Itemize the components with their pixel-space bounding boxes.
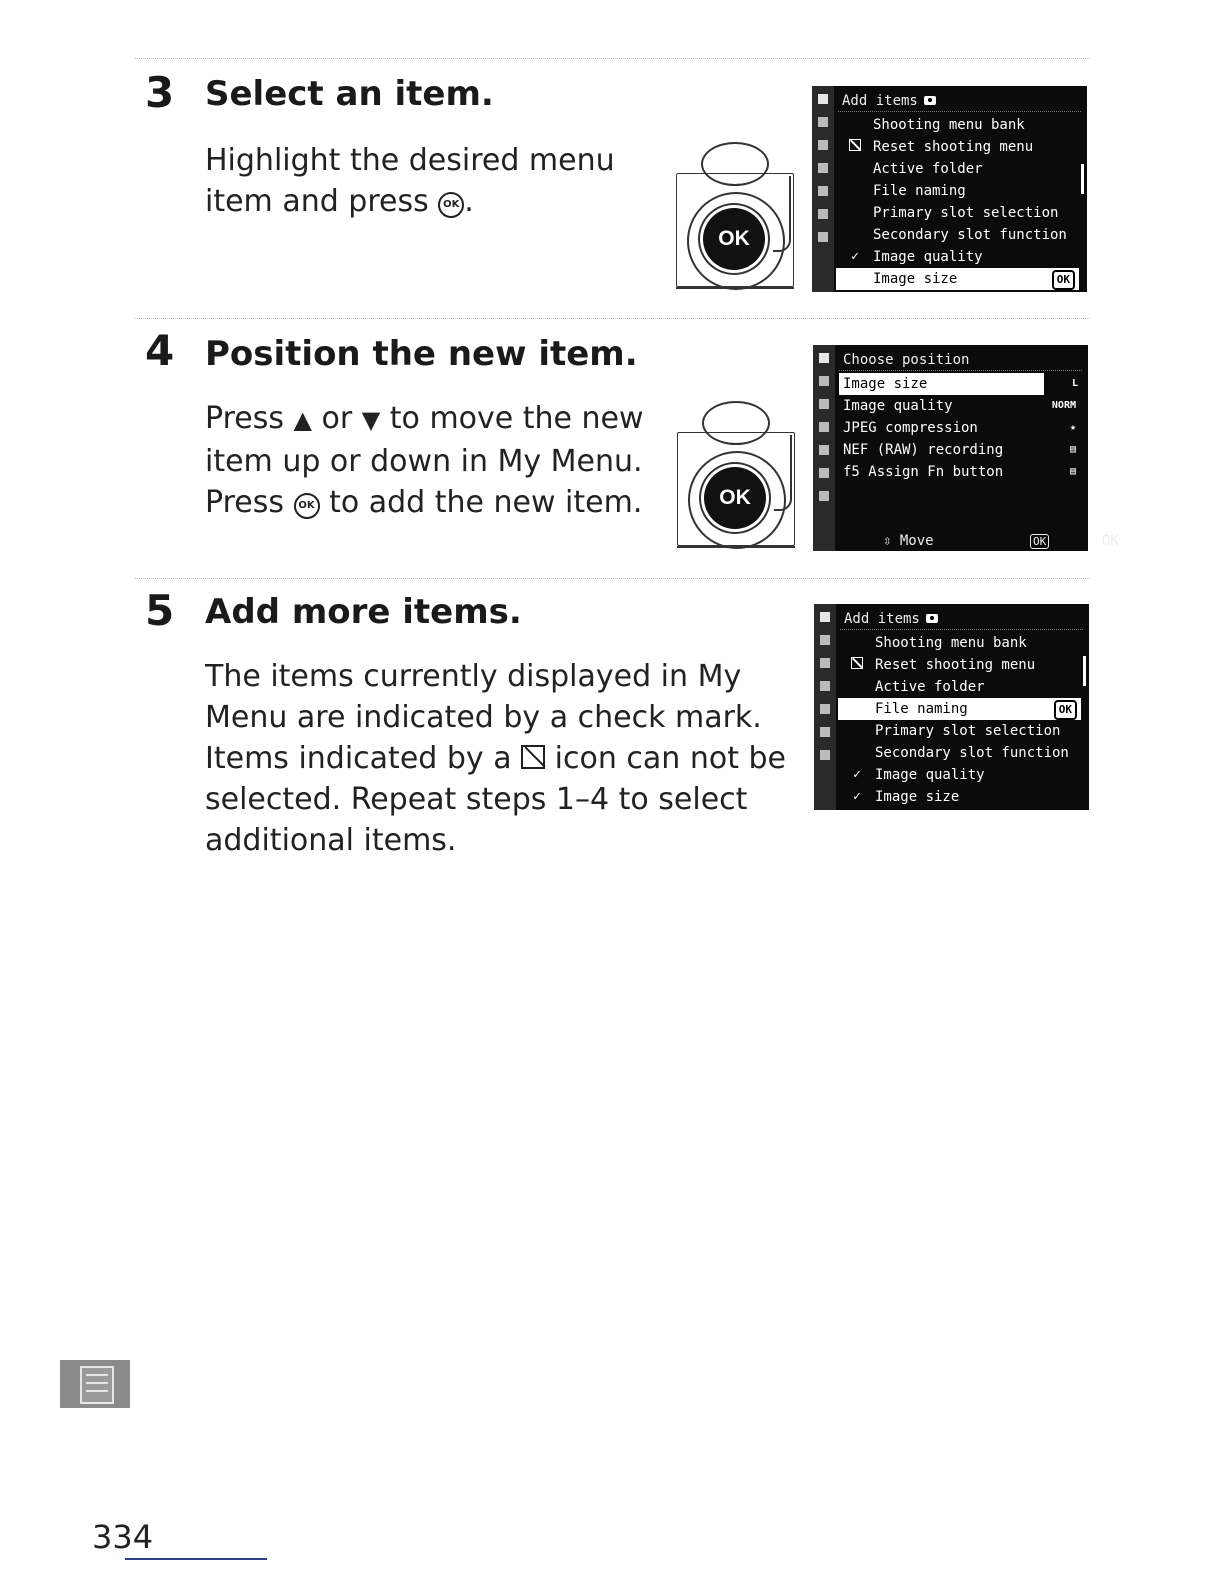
move-hint: ⇳ Move	[883, 533, 934, 549]
menu-item-selected[interactable]: File naming OK	[838, 698, 1081, 720]
menu-item[interactable]: File naming	[873, 183, 966, 199]
position-item[interactable]: Image quality NORM	[839, 395, 1084, 417]
image-quality-value: NORM	[1051, 400, 1076, 411]
body-line: item up or down in My Menu.	[205, 444, 643, 479]
ok-badge: OK	[1054, 700, 1077, 720]
menu-item[interactable]: Reset shooting menu	[836, 136, 1087, 158]
step-title: Select an item.	[205, 74, 494, 114]
top-divider	[135, 58, 1090, 59]
ok-button-icon: OK	[294, 493, 320, 519]
up-arrow-icon: ▲	[293, 406, 312, 434]
position-list	[839, 373, 1084, 483]
menu-tabs	[813, 345, 835, 551]
screen-title: Add items	[844, 608, 938, 630]
body-line: item and press OK .	[205, 184, 474, 219]
lock-icon	[521, 745, 545, 769]
menu-item[interactable]: Primary slot selection	[875, 723, 1061, 739]
jpeg-compression-icon: ★	[1069, 422, 1076, 433]
menu-item[interactable]: Active folder	[873, 161, 983, 177]
choose-position-screen	[813, 345, 1119, 551]
menu-tabs	[814, 604, 836, 810]
ok-button: OK	[703, 208, 765, 270]
step-number: 3	[145, 68, 175, 117]
menu-item[interactable]: Shooting menu bank	[873, 117, 1025, 133]
ok-button: OK	[704, 467, 766, 529]
menu-list	[836, 114, 1087, 290]
divider-step-4	[135, 318, 1090, 319]
menu-item[interactable]: ✓ Image size	[838, 786, 1089, 808]
ok-badge: OK	[1030, 534, 1049, 549]
step-number: 4	[145, 326, 175, 375]
menu-item[interactable]: Active folder	[875, 679, 985, 695]
body-line: The items currently displayed in My	[205, 659, 742, 694]
check-icon: ✓	[853, 767, 861, 782]
body-line: Press ▲ or ▼ to move the new	[205, 401, 644, 436]
menu-item[interactable]: ✓ Image quality	[838, 764, 1089, 786]
step-body	[205, 140, 615, 222]
body-line: Press OK to add the new item.	[205, 485, 643, 520]
position-item-selected[interactable]: Image size L	[839, 373, 1044, 395]
check-icon: ✓	[851, 249, 859, 264]
position-item[interactable]: NEF (RAW) recording ▤	[839, 439, 1084, 461]
multi-selector-ok-illustration	[677, 432, 795, 550]
image-size-icon: L	[1071, 378, 1078, 389]
ok-button-icon: OK	[438, 192, 464, 218]
menu-item[interactable]: Secondary slot function	[873, 227, 1067, 243]
screen-title: Add items	[842, 90, 936, 112]
body-line: Menu are indicated by a check mark.	[205, 700, 762, 735]
screen-title: Choose position	[843, 352, 970, 368]
menu-item[interactable]: Reset shooting menu	[838, 654, 1089, 676]
camera-icon	[926, 614, 938, 623]
body-line: selected. Repeat steps 1–4 to select	[205, 782, 748, 817]
menu-item[interactable]: ✓ Image quality	[836, 246, 1087, 268]
menu-item-selected[interactable]: Image size OK	[836, 268, 1079, 290]
menu-tabs	[812, 86, 834, 292]
step-title: Add more items.	[205, 592, 522, 632]
divider-step-5	[135, 578, 1090, 579]
check-icon: ✓	[853, 789, 861, 804]
page-number-rule	[125, 1558, 267, 1560]
menu-list	[838, 632, 1089, 808]
scrollbar[interactable]	[1083, 656, 1086, 686]
body-line: additional items.	[205, 823, 457, 858]
ok-hint: OK OK	[1030, 533, 1163, 549]
step-body	[205, 656, 786, 861]
position-item[interactable]: f5 Assign Fn button ▤	[839, 461, 1084, 483]
position-item[interactable]: JPEG compression ★	[839, 417, 1084, 439]
menu-guide-tab-icon	[60, 1360, 130, 1408]
lock-icon	[849, 139, 861, 151]
multi-selector-ok-illustration	[676, 173, 794, 291]
menu-icon: ▤	[1069, 444, 1076, 455]
ok-badge: OK	[1052, 270, 1075, 290]
lock-icon	[851, 657, 863, 669]
add-items-screen-1	[812, 86, 1087, 292]
scrollbar[interactable]	[1081, 164, 1084, 194]
menu-item[interactable]: Secondary slot function	[875, 745, 1069, 761]
body-line: Highlight the desired menu	[205, 143, 615, 178]
menu-icon: ▤	[1069, 466, 1076, 477]
add-items-screen-2	[814, 604, 1089, 810]
body-line: Items indicated by a icon can not be	[205, 741, 786, 776]
step-number: 5	[145, 586, 175, 635]
menu-item[interactable]: Primary slot selection	[873, 205, 1059, 221]
down-arrow-icon: ▼	[361, 406, 381, 434]
camera-icon	[924, 96, 936, 105]
screen-footer	[883, 533, 1207, 549]
menu-item[interactable]: Shooting menu bank	[875, 635, 1027, 651]
step-title: Position the new item.	[205, 334, 638, 374]
step-body	[205, 398, 644, 523]
page-number: 334	[92, 1518, 154, 1556]
